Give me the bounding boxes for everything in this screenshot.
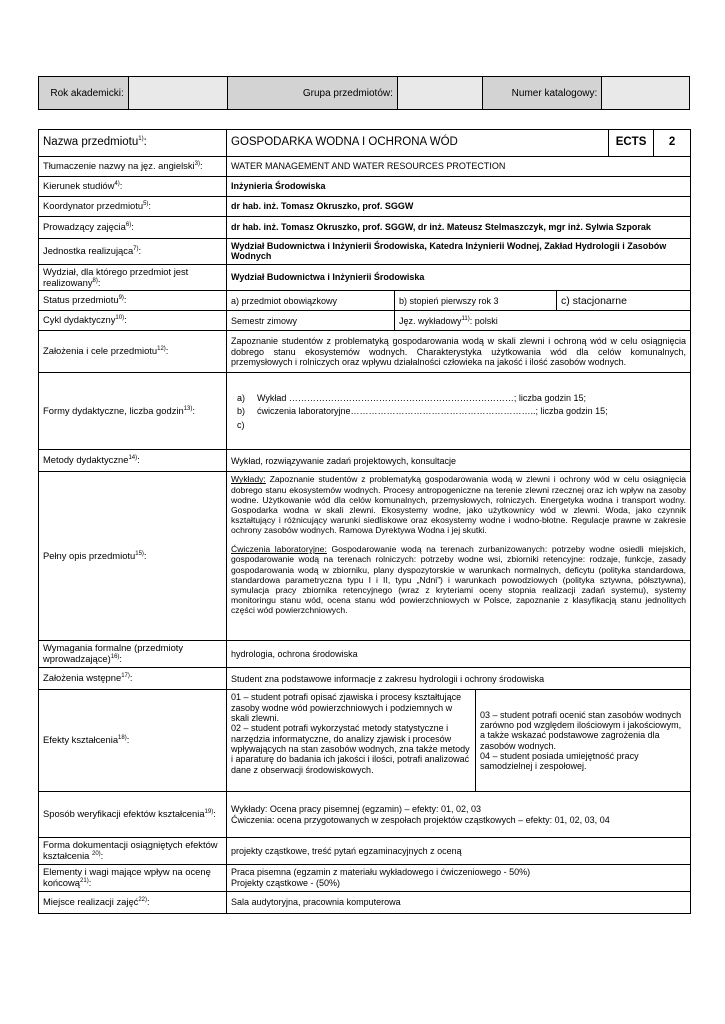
row-wymagania [39,641,691,668]
efekty-right: 03 – student potrafi ocenić stan zasobów wodnych zarówno pod względem ilościowym i jakościowym, a także wskazać podstawowe zagrożenia dla zasobów wodnych. 04 – student posiada umiejętność pracy samodzielnej i zespołowej. [476,690,691,792]
ects-label: ECTS [609,130,654,157]
jednostka-value: Wydział Budownictwa i Inżynierii Środowiska, Katedra Inżynierii Wodnej, Zakład Hydrologii i Zasobów Wodnych [227,239,691,265]
miejsce-value: Sala audytoryjna, pracownia komputerowa [227,891,691,913]
koordynator-value: dr hab. inż. Tomasz Okruszko, prof. SGGW [227,197,691,217]
grupa-label: Grupa przedmiotów: [228,77,397,109]
opis-value [227,472,691,641]
course-table [38,129,691,914]
efekty-left: 01 – student potrafi opisać zjawiska i procesy kształtujące zasoby wodne wód powierzchniowych i podziemnych w skali zlewni. 02 – student potrafi wykorzystać metody statystyczne i narzędzia informatyczne, do analizy zjawisk i procesów wpływających na stan zasobów wodnych, zna także metody i aparaturę do badania ich jakości i ilości, potrafi analizować dane z obserwacji środowiskowych. [227,690,476,792]
sposob-line-1: Wykłady: Ocena pracy pisemnej (egzamin) – efekty: 01, 02, 03 [231,804,482,815]
tlumaczenie-label: Tłumaczenie nazwy na jęz. angielski$^{3)}$: [39,157,227,177]
row-zal-wstepne [39,668,691,690]
forma-item: a) Wykład …………………………………………………………………; liczba godzin 15; [237,392,586,403]
zal-wstepne-value: Student zna podstawowe informacje z zakresu hydrologii i ochrony środowiska [227,668,691,690]
wydzial-label: Wydział, dla którego przedmiot jest realizowany$^{8)}$: [39,264,227,291]
jednostka-label: Jednostka realizująca$^{7)}$: [39,239,227,265]
forma-item: c) [237,419,245,430]
forma-dok-value: projekty cząstkowe, treść pytań egzaminacyjnych z oceną [227,838,691,865]
forma-item: b) ćwiczenia laboratoryjne……………………………………………………..; liczba godzin 15; [237,406,608,417]
koordynator-label: Koordynator przedmiotu$^{5)}$: [39,197,227,217]
row-koordynator [39,197,691,217]
elementy-label: Elementy i wagi mające wpływ na ocenę końcową$^{21)}$: [39,864,227,891]
wymagania-label: Wymagania formalne (przedmioty wprowadzające)$^{16)}$: [39,641,227,668]
kierunek-value: Inżynieria Środowiska [227,177,691,197]
rok-label: Rok akademicki: [39,77,129,109]
row-status [39,291,691,311]
status-c: c) stacjonarne [557,291,691,311]
zalozenia-value: Zapoznanie studentów z problematyką gospodarowania wodą w skali zlewni i ochroną wód w celu osiągnięcia dobrego stanu ekosystemów wodnych. Charakterystyka użytkowania wód dla celów komunalnych, przemysłowych i rolniczych oraz wpływu działalności człowieka na jakość i ilość zasobów wodnych. [227,331,691,373]
opis-label: Pełny opis przedmiotu$^{15)}$: [39,472,227,641]
tlumaczenie-value: WATER MANAGEMENT AND WATER RESOURCES PROTECTION [227,157,691,177]
row-opis [39,472,691,641]
sposob-line-2: Ćwiczenia: ocena przygotowanych w zespołach projektów cząstkowych – efekty: 01, 02, 03, 04 [231,814,610,825]
cykl-value: Semestr zimowy [227,311,395,331]
jezyk-cell: Jęz. wykładowy$^{11)}$: polski [395,311,691,331]
zal-wstepne-label: Założenia wstępne$^{17)}$: [39,668,227,690]
elementy-value [227,864,691,891]
row-wydzial [39,264,691,291]
row-elementy [39,864,691,891]
prowadzacy-value: dr hab. inż. Tomasz Okruszko, prof. SGGW, dr inż. Mateusz Stelmaszczyk, mgr inż. Sylwia Szporak [227,217,691,239]
header-bar [38,76,690,110]
formy-label: Formy dydaktyczne, liczba godzin$^{13)}$: [39,373,227,450]
prowadzacy-label: Prowadzący zajęcia$^{6)}$: [39,217,227,239]
efekty-label: Efekty kształcenia$^{18)}$: [39,690,227,792]
row-forma-dok [39,838,691,865]
row-metody [39,450,691,472]
numer-label: Numer katalogowy: [483,77,603,109]
miejsce-label: Miejsce realizacji zajęć$^{22)}$: [39,891,227,913]
metody-value: Wykład, rozwiązywanie zadań projektowych, konsultacje [227,450,691,472]
metody-label: Metody dydaktyczne$^{14)}$: [39,450,227,472]
nazwa-value: GOSPODARKA WODNA I OCHRONA WÓD [227,130,609,157]
grupa-value-field[interactable] [398,77,483,109]
status-a: a) przedmiot obowiązkowy [227,291,395,311]
sposob-value [227,792,691,838]
row-efekty [39,690,691,792]
elementy-line-1: Praca pisemna (egzamin z materiału wykładowego i ćwiczeniowego - 50%) [231,867,531,878]
row-zalozenia [39,331,691,373]
nazwa-label: Nazwa przedmiotu$^{1)}$: [39,130,227,157]
row-sposob [39,792,691,838]
elementy-line-2: Projekty cząstkowe - (50%) [231,877,341,888]
wydzial-value: Wydział Budownictwa i Inżynierii Środowiska [227,264,691,291]
row-kierunek [39,177,691,197]
row-nazwa [39,130,691,157]
status-label: Status przedmiotu$^{9)}$: [39,291,227,311]
numer-value-field[interactable] [602,77,689,109]
forma-dok-label: Forma dokumentacji osiągniętych efektów kształcenia $^{20)}$: [39,838,227,865]
wymagania-value: hydrologia, ochrona środowiska [227,641,691,668]
row-cykl [39,311,691,331]
row-tlumaczenie [39,157,691,177]
zalozenia-label: Założenia i cele przedmiotu$^{12)}$: [39,331,227,373]
rok-value-field[interactable] [129,77,229,109]
formy-list [227,373,691,450]
row-prowadzacy [39,217,691,239]
status-b: b) stopień pierwszy rok 3 [395,291,557,311]
row-miejsce [39,891,691,913]
row-formy [39,373,691,450]
sposob-label: Sposób weryfikacji efektów kształcenia$^{19)}$: [39,792,227,838]
row-jednostka [39,239,691,265]
kierunek-label: Kierunek studiów$^{4)}$: [39,177,227,197]
opis-wyklady: Wykłady: Zapoznanie studentów z problematyką gospodarowania wodą w zlewni i ochrony wód w celu osiągnięcia dobrego stanu ekosystemów wodnych. Procesy antropogeniczne na terenie zlewni rzecznej oraz ich wpływ na zasoby wodne. Użytkowanie wód dla celów komunalnych, przemysłowych, rolniczych. Energetyka wodna i transport wodny. Gospodarka wodna w skali zlewni. Ekosystemy wodne, jako użytkownicy wód w zlewni. Woda, jako czynnik kształtujący i różnicujący warunki siedliskowe oraz ekosystemy wodne i wodno-błotne. Regulacje prawne w zakresie ochrony zasobów wodnych. Ramowa Dyrektywa Wodna i jej skutki. [231,474,687,536]
opis-cwiczenia: Ćwiczenia laboratoryjne: Gospodarowanie wodą na terenach zurbanizowanych: potrzeby wodne osiedli miejskich, gospodarowanie wodą na terenach rolniczych: potrzeby wodne wsi, zbiorniki retencyjne: rodzaje, funkcje, zasady gospodarowania wodą w zbiorniku, plany dyspozytorskie w warunkach normalnych, deficytu (polityka standardowa, standardowa parametryczna typu I i II, typu „Ndni”) i warunkach powodziowych (polityka sztywna, półsztywna), symulacja pracy zbiornika retencyjnego (wraz z kryteriami oceny stopnia realizacji zadań systemu), systemy monitoringu stanu wód, ocena stanu wód powierzchniowych w Polsce, zapoznanie z klasyfikacją stanu jednolitych części wód powierzchniowych. [231,544,687,616]
ects-value: 2 [654,130,691,157]
cykl-label: Cykl dydaktyczny$^{10)}$: [39,311,227,331]
